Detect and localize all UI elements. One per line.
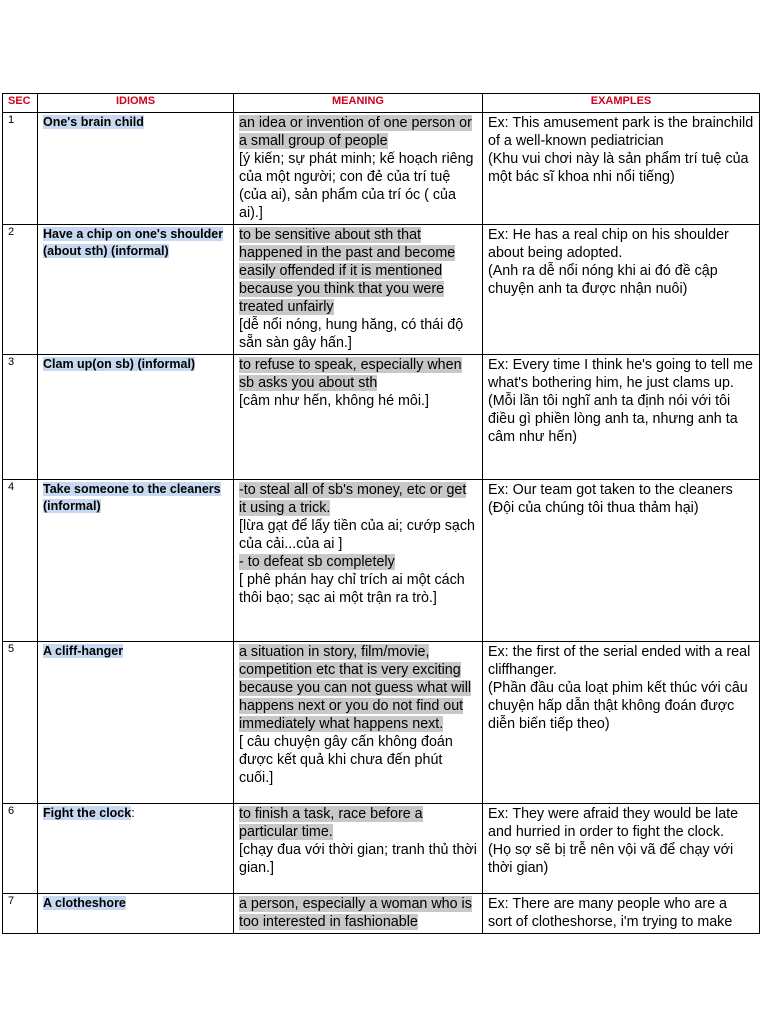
sec-number: 5 [3, 642, 38, 804]
idiom-cell [38, 355, 234, 480]
meaning-cell [234, 642, 483, 804]
table-row [3, 894, 760, 934]
example-vi: (Mỗi lần tôi nghĩ anh ta định nói với tôi điều gì phiền lòng anh ta, nhưng anh ta câm như hến) [488, 393, 738, 445]
meaning-vi-2: [ phê phán hay chỉ trích ai một cách thôi bạo; sạc ai một trận ra trò.] [239, 572, 465, 606]
example-cell [483, 480, 760, 642]
example-cell [483, 355, 760, 480]
example-vi: (Họ sợ sẽ bị trễ nên vội vã để chạy với thời gian) [488, 842, 734, 876]
table-row [3, 113, 760, 225]
meaning-cell [234, 225, 483, 355]
meaning-vi: [ý kiến; sự phát minh; kế hoạch riêng của một người; con đẻ của trí tuệ (của ai), sản phẩm của trí óc ( của ai).] [239, 151, 474, 221]
idiom-suffix: : [131, 806, 135, 820]
idiom-text: Clam up(on sb) (informal) [43, 357, 196, 371]
table-row [3, 480, 760, 642]
sec-number: 2 [3, 225, 38, 355]
example-vi: (Phần đầu của loạt phim kết thúc với câu chuyện hấp dẫn thật không đoán được diễn biến tiếp theo) [488, 680, 748, 732]
sec-number: 1 [3, 113, 38, 225]
table-row [3, 804, 760, 894]
table-row [3, 642, 760, 804]
meaning-cell [234, 480, 483, 642]
header-examples: EXAMPLES [483, 94, 760, 113]
meaning-en: an idea or invention of one person or a small group of people [239, 115, 472, 149]
sec-number: 7 [3, 894, 38, 934]
idiom-text: A clotheshore [43, 896, 126, 910]
example-vi: (Khu vui chơi này là sản phẩm trí tuệ của một bác sĩ khoa nhi nổi tiếng) [488, 151, 749, 185]
idiom-cell [38, 642, 234, 804]
idiom-text: Take someone to the cleaners (informal) [43, 482, 221, 513]
meaning-cell [234, 894, 483, 934]
example-en: Ex: There are many people who are a sort of clotheshorse, i'm trying to make [488, 896, 733, 930]
idiom-text: One's brain child [43, 115, 144, 129]
example-cell [483, 894, 760, 934]
sec-number: 6 [3, 804, 38, 894]
example-cell [483, 642, 760, 804]
meaning-en: to be sensitive about sth that happened in the past and become easily offended if it is mentioned because you think that you were treated unfairly [239, 227, 456, 315]
meaning-en: -to steal all of sb's money, etc or get it using a trick. [239, 482, 467, 516]
sec-number: 4 [3, 480, 38, 642]
idiom-cell [38, 894, 234, 934]
header-sec: SEC [3, 94, 38, 113]
idiom-text: Have a chip on one's shoulder (about sth) (informal) [43, 227, 224, 258]
sec-number: 3 [3, 355, 38, 480]
header-meaning: MEANING [234, 94, 483, 113]
meaning-en: to finish a task, race before a particular time. [239, 806, 423, 840]
idiom-cell [38, 480, 234, 642]
idiom-cell [38, 113, 234, 225]
example-en: Ex: He has a real chip on his shoulder about being adopted. [488, 227, 729, 261]
idiom-text: Fight the clock [43, 806, 132, 820]
meaning-vi: [ câu chuyện gây cấn không đoán được kết quả khi chưa đến phút cuối.] [239, 734, 453, 786]
header-idioms: IDIOMS [38, 94, 234, 113]
idiom-text: A cliff-hanger [43, 644, 124, 658]
meaning-vi: [lừa gạt để lấy tiền của ai; cướp sạch của cải...của ai ] [239, 518, 475, 552]
meaning-en: a situation in story, film/movie, competition etc that is very exciting because you can not guess what will happens next or you do not find out immediately what happens next. [239, 644, 472, 732]
idiom-cell [38, 804, 234, 894]
example-vi: (Đội của chúng tôi thua thảm hại) [488, 500, 699, 516]
example-cell [483, 804, 760, 894]
example-vi: (Anh ra dễ nổi nóng khi ai đó đề cập chuyện anh ta được nhận nuôi) [488, 263, 718, 297]
meaning-cell [234, 804, 483, 894]
example-cell [483, 113, 760, 225]
meaning-vi: [chạy đua với thời gian; tranh thủ thời gian.] [239, 842, 477, 876]
idioms-table [2, 93, 760, 934]
meaning-cell [234, 355, 483, 480]
example-en: Ex: Our team got taken to the cleaners [488, 482, 733, 498]
meaning-en-2: - to defeat sb completely [239, 554, 395, 570]
meaning-en: a person, especially a woman who is too interested in fashionable [239, 896, 472, 930]
example-en: Ex: This amusement park is the brainchild of a well-known pediatrician [488, 115, 754, 149]
meaning-vi: [câm như hến, không hé môi.] [239, 393, 429, 409]
table-row [3, 355, 760, 480]
meaning-vi: [dễ nổi nóng, hung hăng, có thái độ sẵn sàn gây hấn.] [239, 317, 464, 351]
idiom-cell [38, 225, 234, 355]
example-cell [483, 225, 760, 355]
example-en: Ex: They were afraid they would be late and hurried in order to fight the clock. [488, 806, 739, 840]
header-row [3, 94, 760, 113]
example-en: Ex: the first of the serial ended with a real cliffhanger. [488, 644, 751, 678]
meaning-cell [234, 113, 483, 225]
example-en: Ex: Every time I think he's going to tell me what's bothering him, he just clams up. [488, 357, 753, 391]
meaning-en: to refuse to speak, especially when sb asks you about sth [239, 357, 462, 391]
table-row [3, 225, 760, 355]
